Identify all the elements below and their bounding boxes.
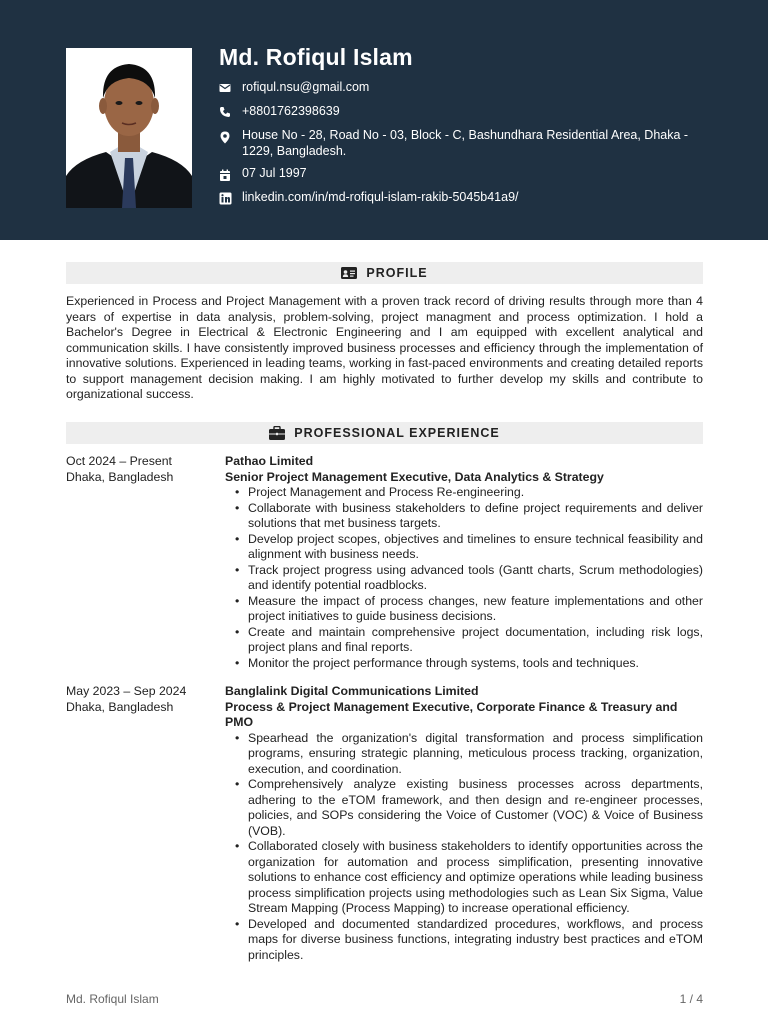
job-role: Senior Project Management Executive, Data Analytics & Strategy xyxy=(225,469,604,484)
job-bullet: • Collaborated closely with business stakeholders to identify opportunities across the organization for automation and process simplification, presenting innovative solutions to enhance cost efficiency and optimize operations while leading business process simplification projects using methodologies such as Lean Six Sigma, Value Stream Mapping (Process Mapping) to increase operational efficiency. xyxy=(248,839,703,917)
job-company: Pathao Limited xyxy=(225,454,314,468)
experience-section-title: PROFESSIONAL EXPERIENCE xyxy=(294,426,500,440)
job-dates: May 2023 – Sep 2024 xyxy=(66,684,187,698)
resume-header xyxy=(0,0,768,240)
calendar-icon xyxy=(219,166,242,187)
job-bullet: • Develop project scopes, objectives and timelines to ensure technical feasibility and alignment with business needs. xyxy=(248,532,703,563)
job-meta xyxy=(66,684,216,715)
contact-email[interactable] xyxy=(219,80,709,104)
job-company: Banglalink Digital Communications Limited xyxy=(225,684,479,698)
job-bullet: • Track project progress using advanced tools (Gantt charts, Scrum methodologies) and identify potential roadblocks. xyxy=(248,563,703,594)
contact-list xyxy=(219,80,709,214)
contact-birthdate xyxy=(219,166,709,190)
job-bullet: • Measure the impact of process changes, new feature implementations and other project initiatives to guide business decisions. xyxy=(248,594,703,625)
job-bullet: • Comprehensively analyze existing business processes across departments, adhering to the eTOM framework, and then design and re-engineer processes, policies, and SOPs considering the Voice of Customer (VOC) & Voice of Business (VOB). xyxy=(248,777,703,839)
job-bullet: • Spearhead the organization's digital transformation and process simplification programs, ensuring strategic planning, meticulous process tracking, organization, execution, and coordination. xyxy=(248,731,703,778)
page-number: 1 / 4 xyxy=(679,992,703,1006)
email-icon xyxy=(219,80,242,99)
birthdate-text: 07 Jul 1997 xyxy=(242,166,307,180)
job-location: Dhaka, Bangladesh xyxy=(66,469,174,484)
phone-text: +8801762398639 xyxy=(242,104,340,118)
job-bullet: • Monitor the project performance through systems, tools and techniques. xyxy=(248,656,703,672)
job-details xyxy=(225,454,703,671)
footer-name: Md. Rofiqul Islam xyxy=(66,992,159,1006)
job-meta xyxy=(66,454,216,485)
phone-icon xyxy=(219,104,242,123)
job-bullet: • Collaborate with business stakeholders to define project requirements and deliver solutions that met business targets. xyxy=(248,501,703,532)
briefcase-icon xyxy=(269,426,285,440)
job-bullet: • Project Management and Process Re-engineering. xyxy=(248,485,703,501)
profile-summary: Experienced in Process and Project Management with a proven track record of driving results through more than 4 years of expertise in data analysis, problem-solving, project managment and process optimization. I hold a Bachelor's Degree in Electrical & Electronic Engineering and I am equipped with excellent analytical and communication skills. I have consistently improved business processes and efficiency through the implementation of innovative solutions. Experienced in leading teams, working in fast-paced environments and creating detailed reports to support management decision making. I am highly motivated to further develop my skills and contribute to organizational success. xyxy=(66,294,703,401)
address-text: House No - 28, Road No - 03, Block - C, Bashundhara Residential Area, Dhaka - 1229, Bangladesh. xyxy=(242,128,689,158)
profile-section-heading xyxy=(66,262,703,284)
email-text: rofiqul.nsu@gmail.com xyxy=(242,80,370,94)
job-role: Process & Project Management Executive, Corporate Finance & Treasury and PMO xyxy=(225,699,678,729)
location-pin-icon xyxy=(219,128,242,149)
job-dates: Oct 2024 – Present xyxy=(66,454,172,468)
job-details xyxy=(225,684,703,963)
candidate-name: Md. Rofiqul Islam xyxy=(219,44,413,70)
id-card-icon xyxy=(341,267,357,279)
job-bullets xyxy=(225,731,703,964)
linkedin-icon xyxy=(219,190,242,210)
job-bullet: • Developed and documented standardized procedures, workflows, and process maps for diverse business functions, integrating industry best practices and eTOM principles. xyxy=(248,917,703,964)
contact-phone[interactable] xyxy=(219,104,709,128)
job-bullets xyxy=(225,485,703,671)
contact-linkedin[interactable] xyxy=(219,190,709,214)
profile-photo xyxy=(66,48,192,208)
profile-section-title: PROFILE xyxy=(366,266,428,280)
job-bullet: • Create and maintain comprehensive project documentation, including risk logs, project plans and final reports. xyxy=(248,625,703,656)
experience-section-heading xyxy=(66,422,703,444)
job-location: Dhaka, Bangladesh xyxy=(66,699,174,714)
contact-address xyxy=(219,128,709,166)
linkedin-text: linkedin.com/in/md-rofiqul-islam-rakib-5045b41a9/ xyxy=(242,190,519,204)
